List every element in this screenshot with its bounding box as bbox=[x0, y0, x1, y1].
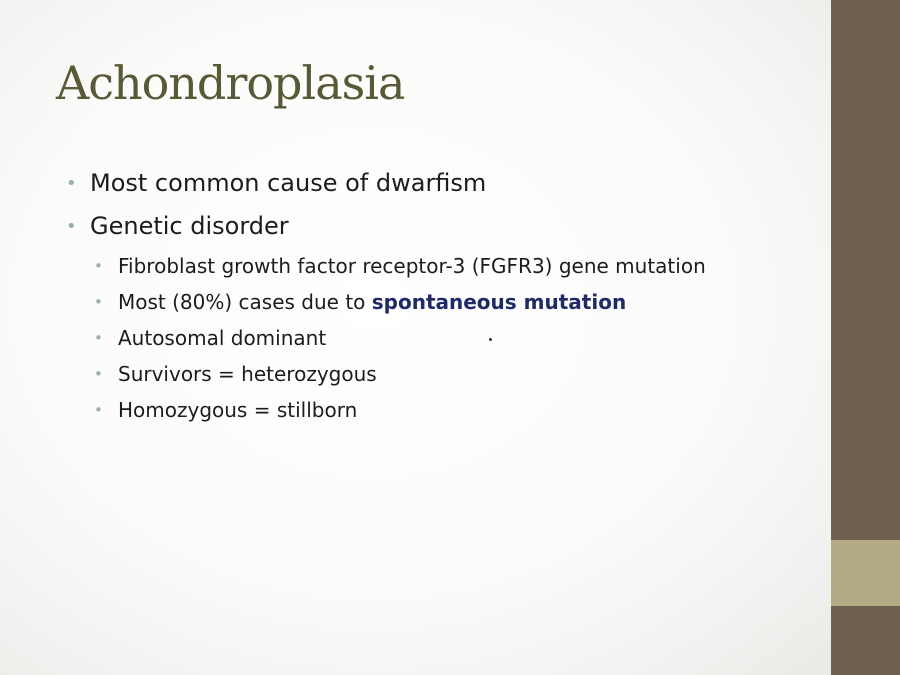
bullet-text: Most common cause of dwarfism bbox=[90, 169, 487, 197]
bullet-list bbox=[62, 162, 802, 428]
stray-dot bbox=[489, 338, 492, 341]
sub-bullet-item bbox=[62, 248, 802, 284]
sub-bullet-item bbox=[62, 356, 802, 392]
bullet-marker-icon: • bbox=[94, 329, 103, 347]
bullet-marker-icon: • bbox=[94, 257, 103, 275]
bullet-text: Autosomal dominant bbox=[118, 326, 327, 350]
bullet-marker-icon: • bbox=[66, 173, 77, 194]
emphasis-text: spontaneous mutation bbox=[371, 290, 627, 314]
bullet-marker-icon: • bbox=[94, 365, 103, 383]
bullet-item bbox=[62, 162, 802, 205]
sub-bullet-item bbox=[62, 284, 802, 320]
bullet-text: Genetic disorder bbox=[90, 212, 289, 240]
bullet-marker-icon: • bbox=[66, 216, 77, 237]
slide-title: Achondroplasia bbox=[56, 56, 405, 110]
bullet-text: Fibroblast growth factor receptor-3 (FGFR3) gene mutation bbox=[118, 254, 706, 278]
sub-bullet-item bbox=[62, 320, 802, 356]
side-bar-accent bbox=[831, 540, 900, 606]
bullet-marker-icon: • bbox=[94, 293, 103, 311]
bullet-item bbox=[62, 205, 802, 248]
bullet-text: Homozygous = stillborn bbox=[118, 398, 358, 422]
bullet-marker-icon: • bbox=[94, 401, 103, 419]
bullet-text: Most (80%) cases due to bbox=[118, 290, 372, 314]
sub-bullet-item bbox=[62, 392, 802, 428]
bullet-text: Survivors = heterozygous bbox=[118, 362, 377, 386]
